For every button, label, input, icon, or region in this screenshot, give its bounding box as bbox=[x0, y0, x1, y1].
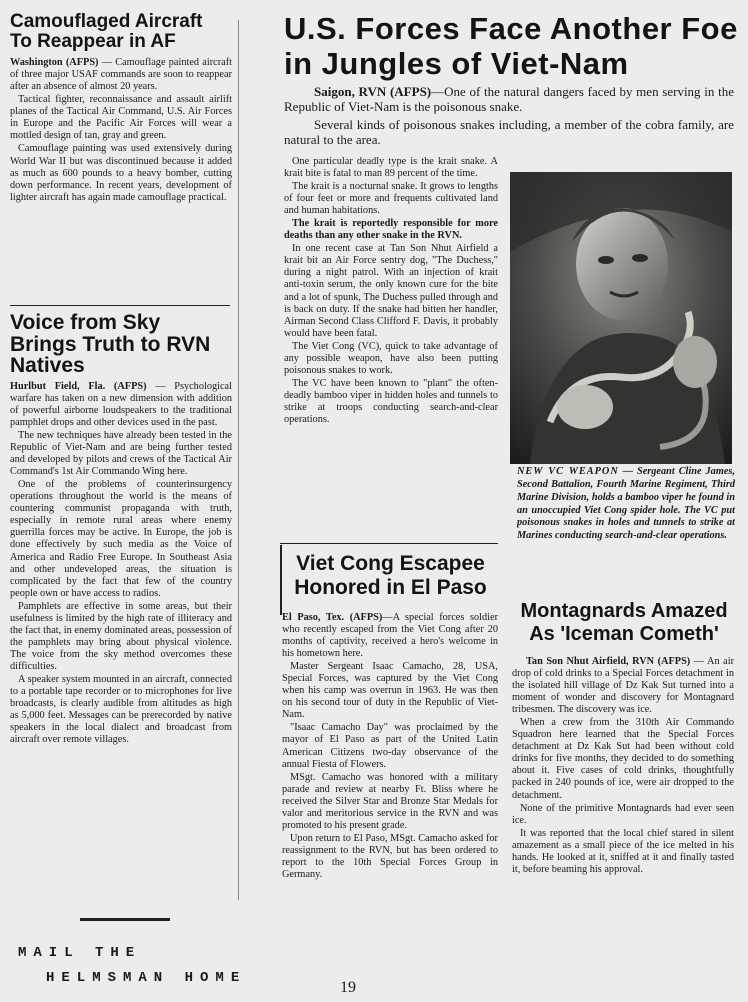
iceman-paragraph: It was reported that the local chief stared in silent amazement as a small piece of the ice melted in his hands. He looked at it, sniffed at it and finally tasted it, before beaming his approval. bbox=[512, 827, 734, 875]
iceman-paragraph: When a crew from the 310th Air Commando Squadron here learned that the Special Forces detachment at Dz Kak Sut had been without cold drinks for five months, they decided to do something about it. Five cases of cold drinks, thoughtfully packed in 240 pounds of ice, were air dropped to the detachment. bbox=[512, 717, 734, 801]
main-dateline: Saigon, RVN (AFPS) bbox=[314, 84, 432, 99]
vertical-divider bbox=[238, 20, 239, 900]
escapee-paragraph: —A special forces soldier who recently escaped from the Viet Cong after 20 months of captivity, received a hero's welcome in his hometown here. bbox=[282, 612, 498, 660]
voice-paragraph: A speaker system mounted in an aircraft, connected to a portable tape recorder or to microphones for live broadcasts, is clearly audible from altitudes as high as 5,000 feet. Messages can be prerecorded by native speakers in the local dialect and broadcast from aircraft over remote villages. bbox=[10, 674, 232, 746]
voice-paragraph: The new techniques have already been tested in the Republic of Viet-Nam and are being further tested and developed by pilots and crews of the Tactical Air Command's 1st Air Commando Wing here. bbox=[10, 430, 232, 478]
escapee-paragraph: "Isaac Camacho Day" was proclaimed by the mayor of El Paso as part of the United Latin American Citizens two-day observance of the annual Fiesta of Flowers. bbox=[282, 722, 498, 770]
voice-article-body bbox=[10, 381, 232, 746]
caption-text: — Sergeant Cline James, Second Battalion, Fourth Marine Regiment, Third Marine Division, holds a bamboo viper he found in an unoccupied Viet Cong spider hole. The VC put poisonous snakes in holes and tunnels to strike at Marines conducting search-and-clear operations. bbox=[517, 466, 735, 542]
main-paragraph: The Viet Cong (VC), quick to take advantage of any possible weapon, have also been putting poisonous snakes to work. bbox=[284, 340, 498, 376]
voice-paragraph: Pamphlets are effective in some areas, but their usefulness is limited by the high rate of illiteracy and the fact that, in enemy dominated areas, possession of the pamphlets may bring about physical violence. The voice from the sky method overcomes these difficulties. bbox=[10, 600, 232, 672]
escapee-paragraph: MSgt. Camacho was honored with a military parade and review at nearby Ft. Bliss where he received the Silver Star and Bronze Star Medals for valor and meritorious service in the RVN and was promoted to his present grade. bbox=[282, 771, 498, 831]
escapee-paragraph: Upon return to El Paso, MSgt. Camacho asked for reassignment to the RVN, but has been ordered to report to the 10th Special Forces Group in Germany. bbox=[282, 832, 498, 880]
escapee-box-rule bbox=[280, 545, 282, 615]
caption-label: NEW VC WEAPON bbox=[517, 466, 619, 477]
aircraft-headline: Camouflaged Aircraft To Reappear in AF bbox=[10, 12, 203, 52]
main-headline: U.S. Forces Face Another Foe in Jungles of Viet-Nam bbox=[284, 11, 738, 81]
column-divider bbox=[10, 305, 230, 306]
voice-headline: Voice from Sky Brings Truth to RVN Natives bbox=[10, 312, 211, 378]
main-paragraph: One particular deadly type is the krait snake. A krait bite is fatal to man 89 percent of the time. bbox=[284, 156, 498, 180]
marine-with-snake-photo bbox=[510, 172, 732, 464]
iceman-headline: Montagnards Amazed As 'Iceman Cometh' bbox=[520, 600, 728, 645]
main-story-column bbox=[284, 156, 498, 541]
iceman-paragraph: None of the primitive Montagnards had ever seen ice. bbox=[512, 802, 734, 826]
aircraft-dateline: Washington (AFPS) bbox=[10, 57, 99, 69]
iceman-paragraph: — An air drop of cold drinks to a Special Forces detachment in the isolated hill village of Dz Kak Sut turned into a moment of wonder and discovery for Montagnard tribesmen. The discovery was ice. bbox=[512, 656, 734, 716]
escapee-dateline: El Paso, Tex. (AFPS) bbox=[282, 612, 383, 623]
voice-dateline: Hurlbut Field, Fla. (AFPS) bbox=[10, 380, 147, 392]
escapee-paragraph: Master Sergeant Isaac Camacho, 28, USA, Special Forces, was captured by the Viet Cong when his camp was overrun in 1963. He was then on his second tour of duty in the Republic of Viet-Nam. bbox=[282, 661, 498, 721]
aircraft-article-body bbox=[10, 57, 232, 204]
voice-paragraph: One of the problems of counterinsurgency operations throughout the world is the means of countering communist propaganda with truth, especially in remote rural areas where enemy guerrilla forces may be active. In Europe, the job is done effectively by such media as the Voice of America and Radio Free Europe. In Southeast Asia and other undeveloped areas, the situation is complicated by the fact that few of the country people own or have access to radios. bbox=[10, 479, 232, 599]
escapee-headline: Viet Cong Escapee Honored in El Paso bbox=[294, 552, 487, 600]
main-paragraph: In one recent case at Tan Son Nhut Airfield a krait bit an Air Force sentry dog, "The Duchess," during a night patrol. With an injection of krait anti-toxin serum, the only known cure for the bite and a lot of spunk, The Duchess pulled through and is back on duty. If the snake had bitten her handler, Airman Second Class Clifford F. Davis, it probably would have been fatal. bbox=[284, 243, 498, 339]
escapee-story bbox=[282, 612, 498, 982]
aircraft-paragraph: Camouflage painting was used extensively during World War II but was discontinued because it added as much as 600 pounds to a heavy bomber, cutting down performance. In recent years, development of lighter aircraft has again made camouflage practical. bbox=[10, 143, 232, 203]
photo-caption bbox=[517, 466, 735, 596]
escapee-top-rule bbox=[280, 543, 498, 544]
left-column-lower bbox=[10, 312, 232, 912]
page-number: 19 bbox=[340, 979, 356, 996]
main-paragraph: The krait is a nocturnal snake. It grows to lengths of four feet or more and frequents cultivated land and human habitations. bbox=[284, 181, 498, 217]
iceman-dateline: Tan Son Nhut Airfield, RVN (AFPS) bbox=[526, 656, 691, 667]
main-lead bbox=[284, 84, 734, 148]
voice-paragraph: — Psychological warfare has taken on a new dimension with addition of powerful airborne loudspeakers to the traditional pamphlet drops and other devices used in the past. bbox=[10, 380, 232, 429]
aircraft-paragraph: — Camouflage painted aircraft of three major USAF commands are soon to reappear after an absence of almost 20 years. bbox=[10, 57, 232, 93]
main-paragraph: The krait is reportedly responsible for more deaths than any other snake in the RVN. bbox=[284, 218, 498, 242]
footer-mail-line: MAIL THE bbox=[18, 945, 142, 961]
footer-helmsman-line: HELMSMAN HOME bbox=[46, 970, 247, 986]
photo-image bbox=[510, 172, 732, 464]
main-lead-text: —One of the natural dangers faced by men serving in the Republic of Viet-Nam is the poisonous snake. bbox=[284, 84, 734, 115]
iceman-story bbox=[512, 656, 734, 976]
main-lead-text-2: Several kinds of poisonous snakes including, a member of the cobra family, are natural to the area. bbox=[284, 116, 734, 147]
end-rule bbox=[80, 918, 170, 921]
main-paragraph: The VC have been known to "plant" the often-deadly bamboo viper in hidden holes and tunnels to strike at troops conducting search-and-clear operations. bbox=[284, 377, 498, 425]
aircraft-paragraph: Tactical fighter, reconnaissance and assault airlift planes of the Tactical Air Command, U.S. Air Forces in Europe and the Pacific Air Forces will wear a mottled design of tan, gray and green. bbox=[10, 94, 232, 142]
